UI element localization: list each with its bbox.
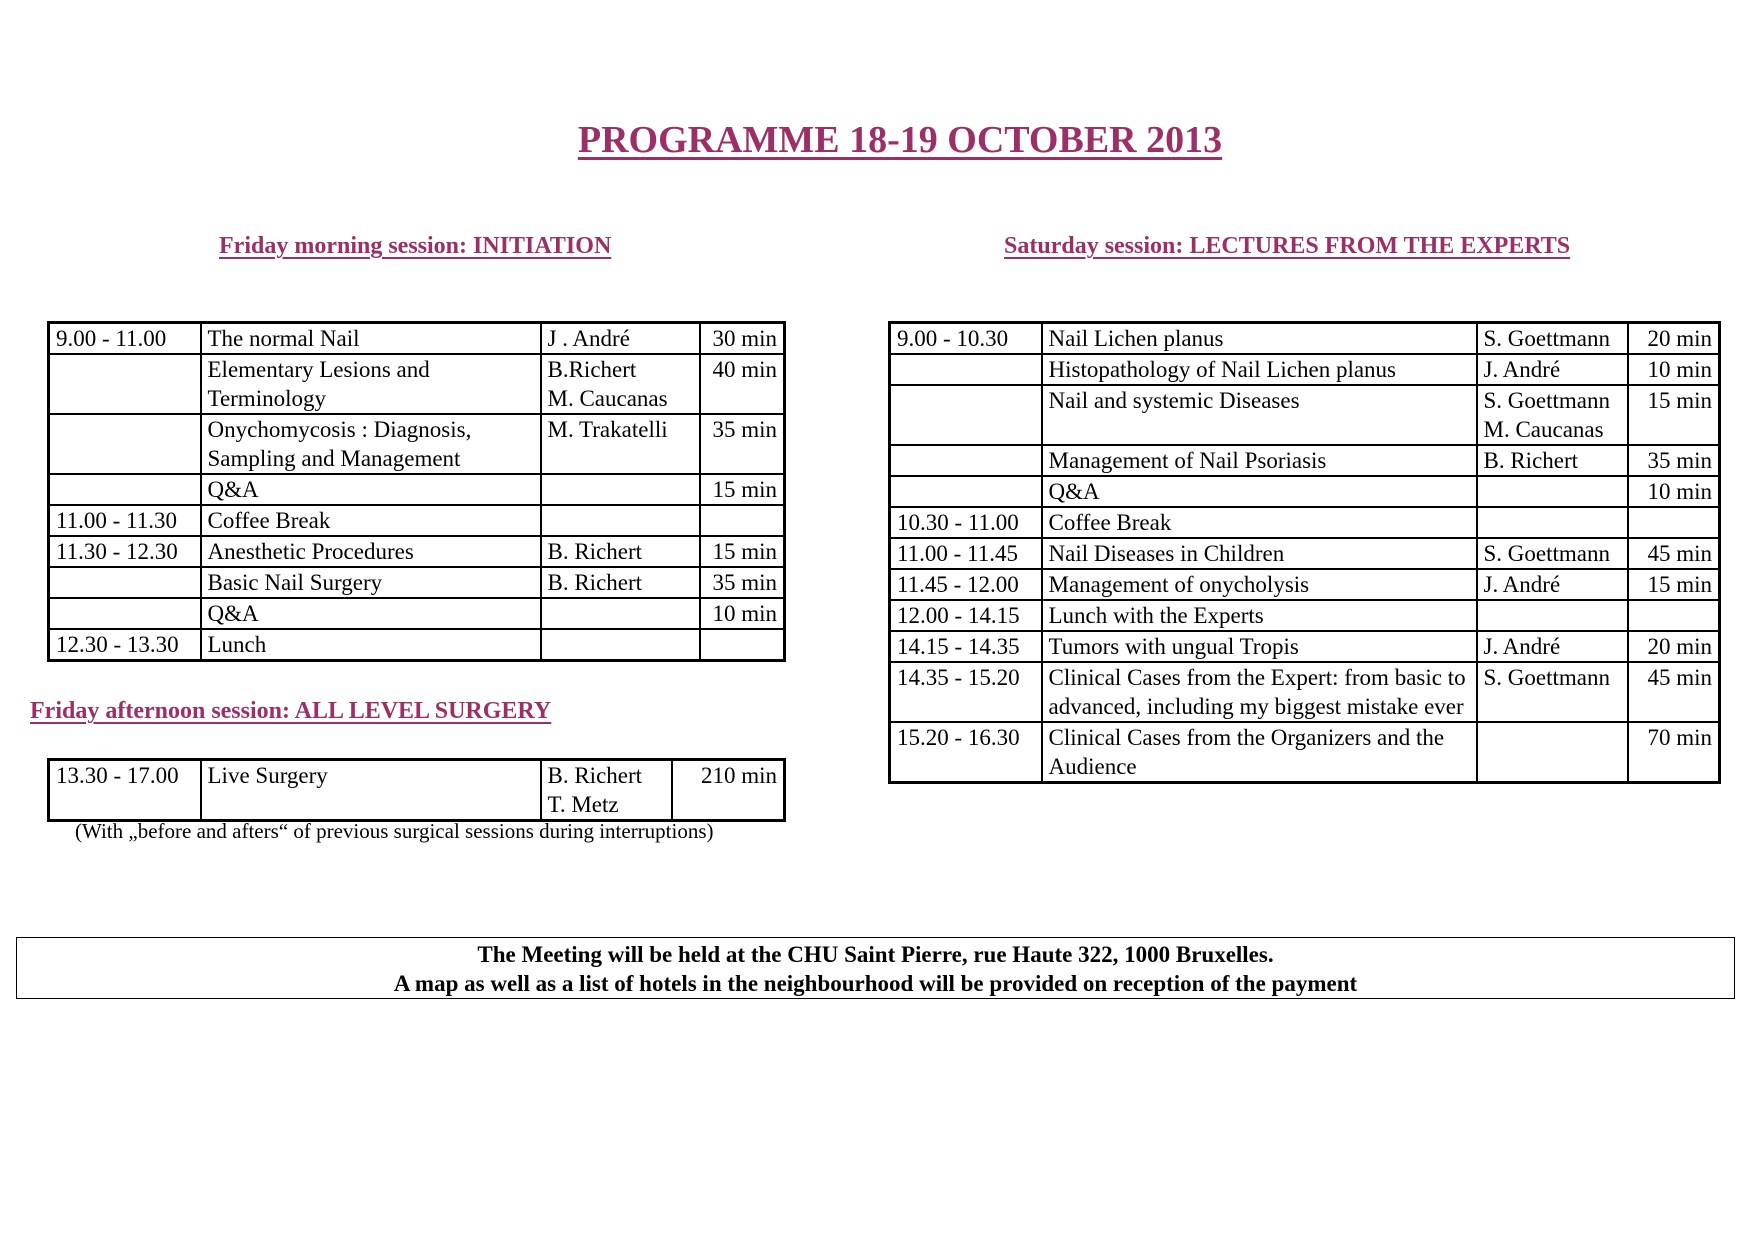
time-slot: 14.35 - 15.20 (890, 662, 1042, 722)
speakers (1477, 445, 1628, 476)
session-topic: Basic Nail Surgery (201, 567, 541, 598)
schedule-row (890, 600, 1720, 631)
schedule-row (49, 414, 785, 474)
time-slot: 11.30 - 12.30 (49, 536, 201, 567)
duration: 35 min (700, 567, 785, 598)
session-topic: Management of Nail Psoriasis (1042, 445, 1477, 476)
friday-morning-table (47, 321, 786, 662)
session-topic: Management of onycholysis (1042, 569, 1477, 600)
speakers (541, 354, 700, 414)
time-slot: 11.00 - 11.45 (890, 538, 1042, 569)
schedule-row (890, 354, 1720, 385)
time-slot: 10.30 - 11.00 (890, 507, 1042, 538)
duration: 15 min (1628, 569, 1720, 600)
surgery-note: (With „before and afters“ of previous surgical sessions during interruptions) (75, 819, 714, 843)
time-slot (49, 598, 201, 629)
duration: 15 min (700, 536, 785, 567)
time-slot (890, 445, 1042, 476)
session-topic: Nail and systemic Diseases (1042, 385, 1477, 445)
schedule-row (890, 507, 1720, 538)
speaker-name: B. Richert (547, 570, 643, 595)
saturday-table (888, 321, 1721, 784)
speakers (541, 505, 700, 536)
speakers (541, 536, 700, 567)
time-slot: 11.45 - 12.00 (890, 569, 1042, 600)
session-topic: Live Surgery (201, 760, 541, 821)
speaker-name (1484, 723, 1621, 752)
speaker-name (1484, 477, 1621, 506)
schedule-row (49, 354, 785, 414)
time-slot: 12.00 - 14.15 (890, 600, 1042, 631)
speakers (1477, 722, 1628, 783)
speakers (541, 629, 700, 661)
speaker-name: S. Goettmann (1483, 326, 1610, 351)
duration: 45 min (1628, 538, 1720, 569)
friday-afternoon-table (47, 758, 786, 822)
schedule-row (49, 598, 785, 629)
session-topic: Clinical Cases from the Expert: from basic to advanced, including my biggest mistake ever (1042, 662, 1477, 722)
speaker-name: M. Trakatelli (547, 417, 668, 442)
time-slot: 9.00 - 10.30 (890, 323, 1042, 355)
schedule-row (49, 474, 785, 505)
session-topic: Coffee Break (201, 505, 541, 536)
speakers (1477, 476, 1628, 507)
time-slot: 9.00 - 11.00 (49, 323, 201, 355)
speakers (1477, 600, 1628, 631)
speaker-name (548, 599, 693, 628)
speaker-name: J. André (1483, 357, 1561, 382)
time-slot (890, 476, 1042, 507)
duration (1628, 600, 1720, 631)
time-slot (49, 414, 201, 474)
speaker-name: M. Caucanas (547, 386, 668, 411)
speaker-name: J. André (1483, 634, 1561, 659)
schedule-row (890, 722, 1720, 783)
friday-afternoon-heading: Friday afternoon session: ALL LEVEL SURGERY (30, 698, 552, 724)
time-slot: 11.00 - 11.30 (49, 505, 201, 536)
duration: 20 min (1628, 323, 1720, 355)
time-slot (49, 474, 201, 505)
time-slot (49, 567, 201, 598)
speakers (1477, 385, 1628, 445)
schedule-row (890, 538, 1720, 569)
venue-address: The Meeting will be held at the CHU Saint Pierre, rue Haute 322, 1000 Bruxelles. (477, 942, 1274, 967)
schedule-row (890, 445, 1720, 476)
schedule-row (890, 662, 1720, 722)
speaker-name: J . André (547, 326, 630, 351)
schedule-row (49, 629, 785, 661)
speaker-name (548, 630, 693, 659)
speaker-name (1484, 601, 1621, 630)
speaker-name: S. Goettmann (1483, 541, 1610, 566)
duration (1628, 507, 1720, 538)
speaker-name: S. Goettmann (1483, 665, 1610, 690)
duration: 210 min (672, 760, 785, 821)
speaker-name: B. Richert (547, 539, 643, 564)
time-slot (890, 385, 1042, 445)
speaker-name: M. Caucanas (1483, 417, 1604, 442)
duration: 35 min (700, 414, 785, 474)
speaker-name: B.Richert (547, 357, 637, 382)
session-topic: Q&A (201, 474, 541, 505)
speakers (1477, 354, 1628, 385)
speakers (1477, 538, 1628, 569)
duration (700, 505, 785, 536)
speakers (1477, 507, 1628, 538)
time-slot: 12.30 - 13.30 (49, 629, 201, 661)
session-topic: Coffee Break (1042, 507, 1477, 538)
venue-info-box (16, 937, 1735, 999)
duration: 70 min (1628, 722, 1720, 783)
session-topic: Q&A (201, 598, 541, 629)
session-topic: Onychomycosis : Diagnosis, Sampling and Management (201, 414, 541, 474)
schedule-row (890, 385, 1720, 445)
speakers (541, 598, 700, 629)
speaker-name (548, 475, 693, 504)
page-title: PROGRAMME 18-19 OCTOBER 2013 (577, 119, 1223, 161)
speakers (541, 760, 672, 821)
session-topic: Clinical Cases from the Organizers and the Audience (1042, 722, 1477, 783)
duration: 35 min (1628, 445, 1720, 476)
speakers (1477, 569, 1628, 600)
session-topic: Nail Lichen planus (1042, 323, 1477, 355)
speaker-name: B. Richert (547, 763, 643, 788)
session-topic: Tumors with ungual Tropis (1042, 631, 1477, 662)
friday-morning-heading: Friday morning session: INITIATION (219, 233, 612, 259)
speaker-name (1484, 508, 1621, 537)
time-slot (890, 354, 1042, 385)
schedule-row (49, 567, 785, 598)
duration: 40 min (700, 354, 785, 414)
session-topic: Lunch with the Experts (1042, 600, 1477, 631)
speaker-name: S. Goettmann (1483, 388, 1610, 413)
duration: 20 min (1628, 631, 1720, 662)
venue-payment-note: A map as well as a list of hotels in the neighbourhood will be provided on reception of the payment (393, 971, 1358, 996)
speakers (1477, 631, 1628, 662)
speakers (1477, 662, 1628, 722)
schedule-row (49, 536, 785, 567)
session-topic: Histopathology of Nail Lichen planus (1042, 354, 1477, 385)
schedule-row (49, 760, 785, 821)
duration: 45 min (1628, 662, 1720, 722)
speakers (541, 414, 700, 474)
speaker-name (548, 506, 693, 535)
duration: 10 min (700, 598, 785, 629)
schedule-row (890, 476, 1720, 507)
speakers (541, 567, 700, 598)
session-topic: Nail Diseases in Children (1042, 538, 1477, 569)
schedule-row (890, 631, 1720, 662)
schedule-row (49, 323, 785, 355)
schedule-row (890, 323, 1720, 355)
speakers (541, 474, 700, 505)
speakers (541, 323, 700, 355)
speaker-name: J. André (1483, 572, 1561, 597)
schedule-row (890, 569, 1720, 600)
duration (700, 629, 785, 661)
duration: 15 min (700, 474, 785, 505)
speakers (1477, 323, 1628, 355)
session-topic: Lunch (201, 629, 541, 661)
speaker-name: B. Richert (1483, 448, 1579, 473)
time-slot: 15.20 - 16.30 (890, 722, 1042, 783)
session-topic: Q&A (1042, 476, 1477, 507)
speaker-name: T. Metz (547, 792, 619, 817)
duration: 10 min (1628, 354, 1720, 385)
schedule-row (49, 505, 785, 536)
duration: 10 min (1628, 476, 1720, 507)
saturday-heading: Saturday session: LECTURES FROM THE EXPERTS (1004, 233, 1571, 259)
session-topic: Anesthetic Procedures (201, 536, 541, 567)
duration: 30 min (700, 323, 785, 355)
time-slot: 13.30 - 17.00 (49, 760, 201, 821)
session-topic: The normal Nail (201, 323, 541, 355)
duration: 15 min (1628, 385, 1720, 445)
time-slot: 14.15 - 14.35 (890, 631, 1042, 662)
time-slot (49, 354, 201, 414)
session-topic: Elementary Lesions and Terminology (201, 354, 541, 414)
